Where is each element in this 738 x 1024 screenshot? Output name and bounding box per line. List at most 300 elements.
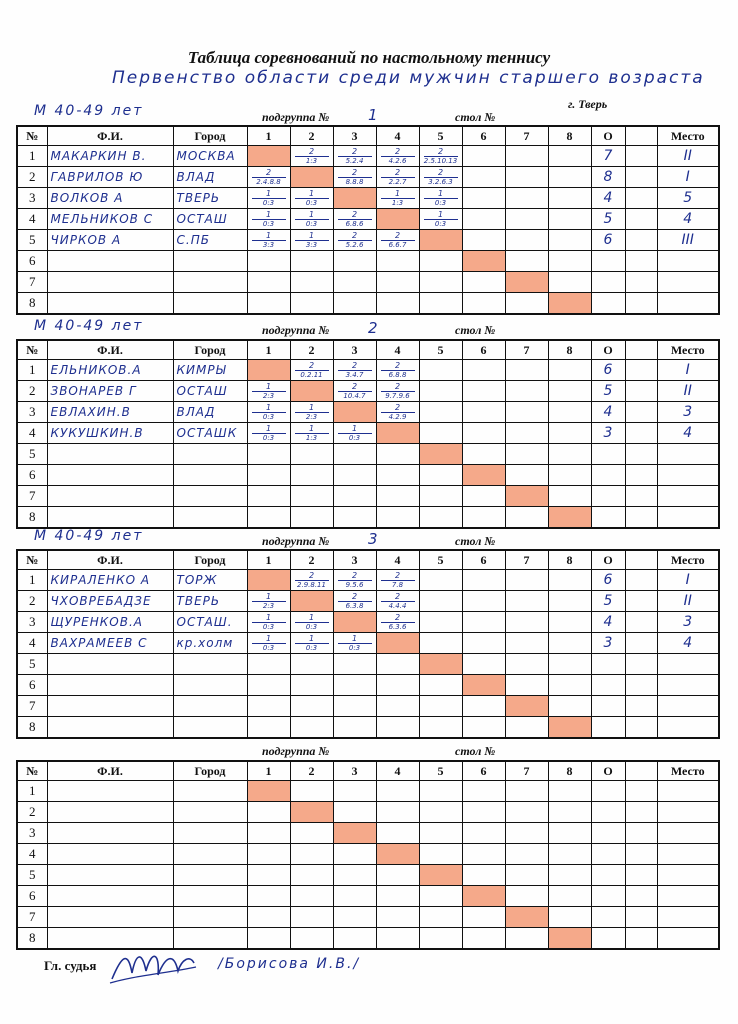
- score-cell: [419, 907, 462, 928]
- place-cell: [657, 507, 719, 529]
- score-cell: 2 6.8.8: [376, 360, 419, 381]
- score-cell: [290, 465, 333, 486]
- score-cell: [247, 844, 290, 865]
- diagonal-cell: [376, 423, 419, 444]
- diagonal-cell: [419, 444, 462, 465]
- player-name: ЧХОВРЕБАДЗЕ: [47, 591, 173, 612]
- col-opponent: 5: [419, 126, 462, 146]
- score-cell: [505, 591, 548, 612]
- col-town: Город: [173, 340, 247, 360]
- player-name: [47, 486, 173, 507]
- col-opponent: 2: [290, 761, 333, 781]
- score-cell: [505, 167, 548, 188]
- spacer-cell: [625, 486, 657, 507]
- score-cell: 1 0:3: [247, 423, 290, 444]
- score-cell: [290, 507, 333, 529]
- row-number: 8: [17, 717, 47, 739]
- table-row: [17, 251, 719, 272]
- row-number: 5: [17, 230, 47, 251]
- points-cell: [591, 293, 625, 315]
- player-town: ТВЕРЬ: [173, 188, 247, 209]
- score-cell: [247, 486, 290, 507]
- diagonal-cell: [247, 360, 290, 381]
- col-opponent: 7: [505, 761, 548, 781]
- score-cell: [505, 865, 548, 886]
- table-row: [17, 675, 719, 696]
- score-cell: [376, 444, 419, 465]
- row-number: 7: [17, 907, 47, 928]
- spacer-cell: [625, 802, 657, 823]
- subgroup-label: подгруппа №: [262, 534, 330, 548]
- score-cell: [290, 907, 333, 928]
- score-cell: 1 0:3: [247, 612, 290, 633]
- spacer-cell: [625, 907, 657, 928]
- score-cell: 1 0:3: [247, 402, 290, 423]
- score-cell: [462, 823, 505, 844]
- score-cell: 2 4.4.4: [376, 591, 419, 612]
- col-opponent: 7: [505, 126, 548, 146]
- score-cell: [462, 360, 505, 381]
- col-opponent: 3: [333, 761, 376, 781]
- col-spacer: [625, 761, 657, 781]
- score-cell: 2 5.2.6: [333, 230, 376, 251]
- diagonal-cell: [505, 486, 548, 507]
- row-number: 6: [17, 251, 47, 272]
- score-cell: [548, 865, 591, 886]
- spacer-cell: [625, 251, 657, 272]
- diagonal-cell: [333, 188, 376, 209]
- row-number: 7: [17, 486, 47, 507]
- score-cell: 2 1:3: [290, 146, 333, 167]
- score-cell: [462, 209, 505, 230]
- score-cell: [505, 612, 548, 633]
- score-cell: [419, 675, 462, 696]
- points-cell: [591, 675, 625, 696]
- table-row: [17, 507, 719, 529]
- player-town: ТВЕРЬ: [173, 591, 247, 612]
- score-cell: [505, 381, 548, 402]
- score-cell: [376, 717, 419, 739]
- col-spacer: [625, 550, 657, 570]
- row-number: 4: [17, 633, 47, 654]
- spacer-cell: [625, 844, 657, 865]
- score-cell: 2 9.7.9.6: [376, 381, 419, 402]
- player-name: [47, 865, 173, 886]
- score-cell: 1 0:3: [333, 633, 376, 654]
- points-cell: [591, 886, 625, 907]
- place-cell: [657, 781, 719, 802]
- score-cell: [290, 865, 333, 886]
- player-name: [47, 802, 173, 823]
- points-cell: 6: [591, 360, 625, 381]
- spacer-cell: [625, 146, 657, 167]
- player-name: [47, 781, 173, 802]
- score-cell: [462, 486, 505, 507]
- score-cell: 2 4.2.6: [376, 146, 419, 167]
- col-opponent: 4: [376, 126, 419, 146]
- table-row: [17, 633, 719, 654]
- place-cell: [657, 486, 719, 507]
- table-row: [17, 654, 719, 675]
- score-cell: [462, 423, 505, 444]
- score-cell: [333, 293, 376, 315]
- subgroup-number: 2: [368, 319, 378, 337]
- col-num: №: [17, 761, 47, 781]
- score-cell: [505, 717, 548, 739]
- spacer-cell: [625, 633, 657, 654]
- group-note: М 40-49 лет: [34, 528, 144, 544]
- player-town: [173, 465, 247, 486]
- place-cell: [657, 675, 719, 696]
- score-cell: [548, 486, 591, 507]
- score-cell: [462, 444, 505, 465]
- row-number: 5: [17, 654, 47, 675]
- score-cell: [462, 844, 505, 865]
- place-cell: I: [657, 570, 719, 591]
- table-row: [17, 570, 719, 591]
- score-cell: [505, 823, 548, 844]
- spacer-cell: [625, 360, 657, 381]
- score-cell: [419, 251, 462, 272]
- col-opponent: 6: [462, 126, 505, 146]
- score-cell: [376, 507, 419, 529]
- score-cell: [419, 886, 462, 907]
- score-cell: 2 4.2.9: [376, 402, 419, 423]
- table-row: [17, 272, 719, 293]
- col-opponent: 1: [247, 761, 290, 781]
- spacer-cell: [625, 654, 657, 675]
- col-opponent: 8: [548, 340, 591, 360]
- score-cell: [333, 781, 376, 802]
- row-number: 4: [17, 209, 47, 230]
- place-cell: II: [657, 146, 719, 167]
- score-cell: [419, 402, 462, 423]
- judge-name: /Борисова И.В./: [218, 956, 361, 972]
- score-cell: [333, 272, 376, 293]
- score-cell: [548, 381, 591, 402]
- player-town: [173, 907, 247, 928]
- score-cell: [419, 612, 462, 633]
- table-row: [17, 188, 719, 209]
- col-opponent: 6: [462, 550, 505, 570]
- score-cell: [462, 591, 505, 612]
- score-cell: [505, 423, 548, 444]
- points-cell: 5: [591, 591, 625, 612]
- col-opponent: 7: [505, 340, 548, 360]
- col-opponent: 4: [376, 340, 419, 360]
- diagonal-cell: [376, 209, 419, 230]
- player-town: [173, 675, 247, 696]
- place-cell: [657, 802, 719, 823]
- score-cell: 2 8.8.8: [333, 167, 376, 188]
- spacer-cell: [625, 865, 657, 886]
- player-name: [47, 465, 173, 486]
- score-cell: [462, 230, 505, 251]
- score-cell: [290, 486, 333, 507]
- points-cell: 3: [591, 633, 625, 654]
- place-cell: 4: [657, 209, 719, 230]
- row-number: 5: [17, 444, 47, 465]
- player-name: МАКАРКИН В.: [47, 146, 173, 167]
- col-opponent: 3: [333, 340, 376, 360]
- place-cell: III: [657, 230, 719, 251]
- table-row: [17, 802, 719, 823]
- score-cell: [419, 844, 462, 865]
- score-cell: [419, 360, 462, 381]
- score-cell: [462, 633, 505, 654]
- col-spacer: [625, 340, 657, 360]
- score-cell: [462, 146, 505, 167]
- score-cell: 1 0:3: [290, 209, 333, 230]
- place-cell: [657, 696, 719, 717]
- row-number: 8: [17, 928, 47, 950]
- spacer-cell: [625, 402, 657, 423]
- score-cell: [290, 928, 333, 950]
- place-cell: 3: [657, 612, 719, 633]
- score-cell: [548, 696, 591, 717]
- spacer-cell: [625, 781, 657, 802]
- score-cell: [462, 865, 505, 886]
- score-cell: [462, 928, 505, 950]
- score-cell: [462, 188, 505, 209]
- score-cell: [505, 188, 548, 209]
- table-header: [17, 550, 719, 570]
- score-cell: [247, 823, 290, 844]
- score-cell: [247, 251, 290, 272]
- points-cell: [591, 907, 625, 928]
- score-cell: [419, 381, 462, 402]
- col-points: О: [591, 761, 625, 781]
- row-number: 2: [17, 381, 47, 402]
- player-town: [173, 486, 247, 507]
- points-cell: [591, 272, 625, 293]
- player-town: ВЛАД: [173, 167, 247, 188]
- place-cell: [657, 654, 719, 675]
- score-cell: [548, 251, 591, 272]
- place-cell: [657, 928, 719, 950]
- results-table: [16, 125, 720, 315]
- score-cell: [462, 612, 505, 633]
- score-cell: [376, 696, 419, 717]
- diagonal-cell: [290, 381, 333, 402]
- row-number: 8: [17, 293, 47, 315]
- score-cell: [290, 823, 333, 844]
- row-number: 1: [17, 781, 47, 802]
- player-name: [47, 907, 173, 928]
- score-cell: 2 6.3.8: [333, 591, 376, 612]
- place-cell: II: [657, 591, 719, 612]
- table-header: [17, 126, 719, 146]
- col-opponent: 5: [419, 761, 462, 781]
- score-cell: 1 0:3: [290, 188, 333, 209]
- score-cell: [333, 865, 376, 886]
- col-opponent: 8: [548, 550, 591, 570]
- place-cell: [657, 823, 719, 844]
- score-cell: [462, 781, 505, 802]
- diagonal-cell: [247, 781, 290, 802]
- diagonal-cell: [333, 402, 376, 423]
- score-cell: 1 0:3: [419, 188, 462, 209]
- player-town: МОСКВА: [173, 146, 247, 167]
- spacer-cell: [625, 423, 657, 444]
- diagonal-cell: [462, 251, 505, 272]
- col-opponent: 1: [247, 126, 290, 146]
- table-row: [17, 486, 719, 507]
- table-header: [17, 761, 719, 781]
- spacer-cell: [625, 886, 657, 907]
- points-cell: [591, 844, 625, 865]
- score-cell: [333, 802, 376, 823]
- player-name: ГАВРИЛОВ Ю: [47, 167, 173, 188]
- row-number: 3: [17, 188, 47, 209]
- score-cell: [419, 423, 462, 444]
- diagonal-cell: [376, 633, 419, 654]
- diagonal-cell: [548, 293, 591, 315]
- row-number: 7: [17, 272, 47, 293]
- score-cell: 2 9.5.6: [333, 570, 376, 591]
- score-cell: [376, 781, 419, 802]
- score-cell: [505, 402, 548, 423]
- diagonal-cell: [505, 696, 548, 717]
- score-cell: [548, 146, 591, 167]
- row-number: 1: [17, 146, 47, 167]
- place-cell: [657, 465, 719, 486]
- spacer-cell: [625, 209, 657, 230]
- row-number: 2: [17, 167, 47, 188]
- spacer-cell: [625, 675, 657, 696]
- points-cell: [591, 465, 625, 486]
- player-name: [47, 251, 173, 272]
- col-num: №: [17, 126, 47, 146]
- subgroup-number: 1: [368, 106, 378, 124]
- score-cell: 1 1:3: [376, 188, 419, 209]
- player-town: [173, 654, 247, 675]
- points-cell: 4: [591, 188, 625, 209]
- player-name: МЕЛЬНИКОВ С: [47, 209, 173, 230]
- player-name: ВОЛКОВ А: [47, 188, 173, 209]
- subgroup-label: подгруппа №: [262, 323, 330, 337]
- results-table: [16, 760, 720, 950]
- points-cell: [591, 717, 625, 739]
- diagonal-cell: [462, 465, 505, 486]
- player-name: [47, 293, 173, 315]
- points-cell: [591, 865, 625, 886]
- table-row: [17, 696, 719, 717]
- diagonal-cell: [247, 570, 290, 591]
- player-town: ОСТАШК: [173, 423, 247, 444]
- score-cell: [548, 465, 591, 486]
- score-cell: [419, 591, 462, 612]
- score-cell: [419, 507, 462, 529]
- score-cell: [505, 444, 548, 465]
- table-label: стол №: [455, 323, 496, 337]
- points-cell: [591, 802, 625, 823]
- player-town: ВЛАД: [173, 402, 247, 423]
- score-cell: [505, 293, 548, 315]
- score-cell: [376, 928, 419, 950]
- score-cell: [333, 717, 376, 739]
- col-opponent: 1: [247, 340, 290, 360]
- player-town: [173, 781, 247, 802]
- player-town: ТОРЖ: [173, 570, 247, 591]
- col-town: Город: [173, 126, 247, 146]
- player-town: кр.холм: [173, 633, 247, 654]
- score-cell: [290, 251, 333, 272]
- col-points: О: [591, 340, 625, 360]
- spacer-cell: [625, 823, 657, 844]
- spacer-cell: [625, 167, 657, 188]
- score-cell: [505, 507, 548, 529]
- player-town: [173, 507, 247, 529]
- table-row: [17, 591, 719, 612]
- diagonal-cell: [419, 654, 462, 675]
- score-cell: 1 0:3: [247, 209, 290, 230]
- player-town: [173, 844, 247, 865]
- score-cell: [505, 844, 548, 865]
- score-cell: [462, 802, 505, 823]
- score-cell: [333, 886, 376, 907]
- results-table: [16, 549, 720, 739]
- table-row: [17, 865, 719, 886]
- score-cell: [548, 802, 591, 823]
- player-name: [47, 272, 173, 293]
- table-label: стол №: [455, 744, 496, 758]
- points-cell: 5: [591, 209, 625, 230]
- points-cell: [591, 696, 625, 717]
- score-cell: [290, 675, 333, 696]
- score-cell: [548, 907, 591, 928]
- score-cell: 2 6.8.6: [333, 209, 376, 230]
- col-town: Город: [173, 761, 247, 781]
- score-cell: [333, 654, 376, 675]
- diagonal-cell: [505, 907, 548, 928]
- score-cell: [333, 486, 376, 507]
- diagonal-cell: [247, 146, 290, 167]
- score-cell: [548, 444, 591, 465]
- score-cell: [247, 465, 290, 486]
- score-cell: [290, 654, 333, 675]
- player-name: [47, 654, 173, 675]
- score-cell: [290, 886, 333, 907]
- score-cell: 2 2.2.7: [376, 167, 419, 188]
- col-points: О: [591, 550, 625, 570]
- points-cell: 4: [591, 612, 625, 633]
- judge-label: Гл. судья: [44, 958, 97, 973]
- player-name: [47, 823, 173, 844]
- table-row: [17, 209, 719, 230]
- place-cell: [657, 444, 719, 465]
- spacer-cell: [625, 570, 657, 591]
- player-name: ЗВОНАРЕВ Г: [47, 381, 173, 402]
- points-cell: [591, 251, 625, 272]
- points-cell: [591, 444, 625, 465]
- player-town: КИМРЫ: [173, 360, 247, 381]
- score-cell: 2 6.6.7: [376, 230, 419, 251]
- score-cell: [290, 781, 333, 802]
- player-town: ОСТАШ: [173, 381, 247, 402]
- score-cell: [548, 230, 591, 251]
- score-cell: [462, 696, 505, 717]
- place-cell: [657, 844, 719, 865]
- place-cell: [657, 886, 719, 907]
- results-table: [16, 339, 720, 529]
- score-cell: [548, 612, 591, 633]
- score-cell: [505, 802, 548, 823]
- diagonal-cell: [462, 675, 505, 696]
- spacer-cell: [625, 507, 657, 529]
- score-cell: [548, 188, 591, 209]
- row-number: 4: [17, 423, 47, 444]
